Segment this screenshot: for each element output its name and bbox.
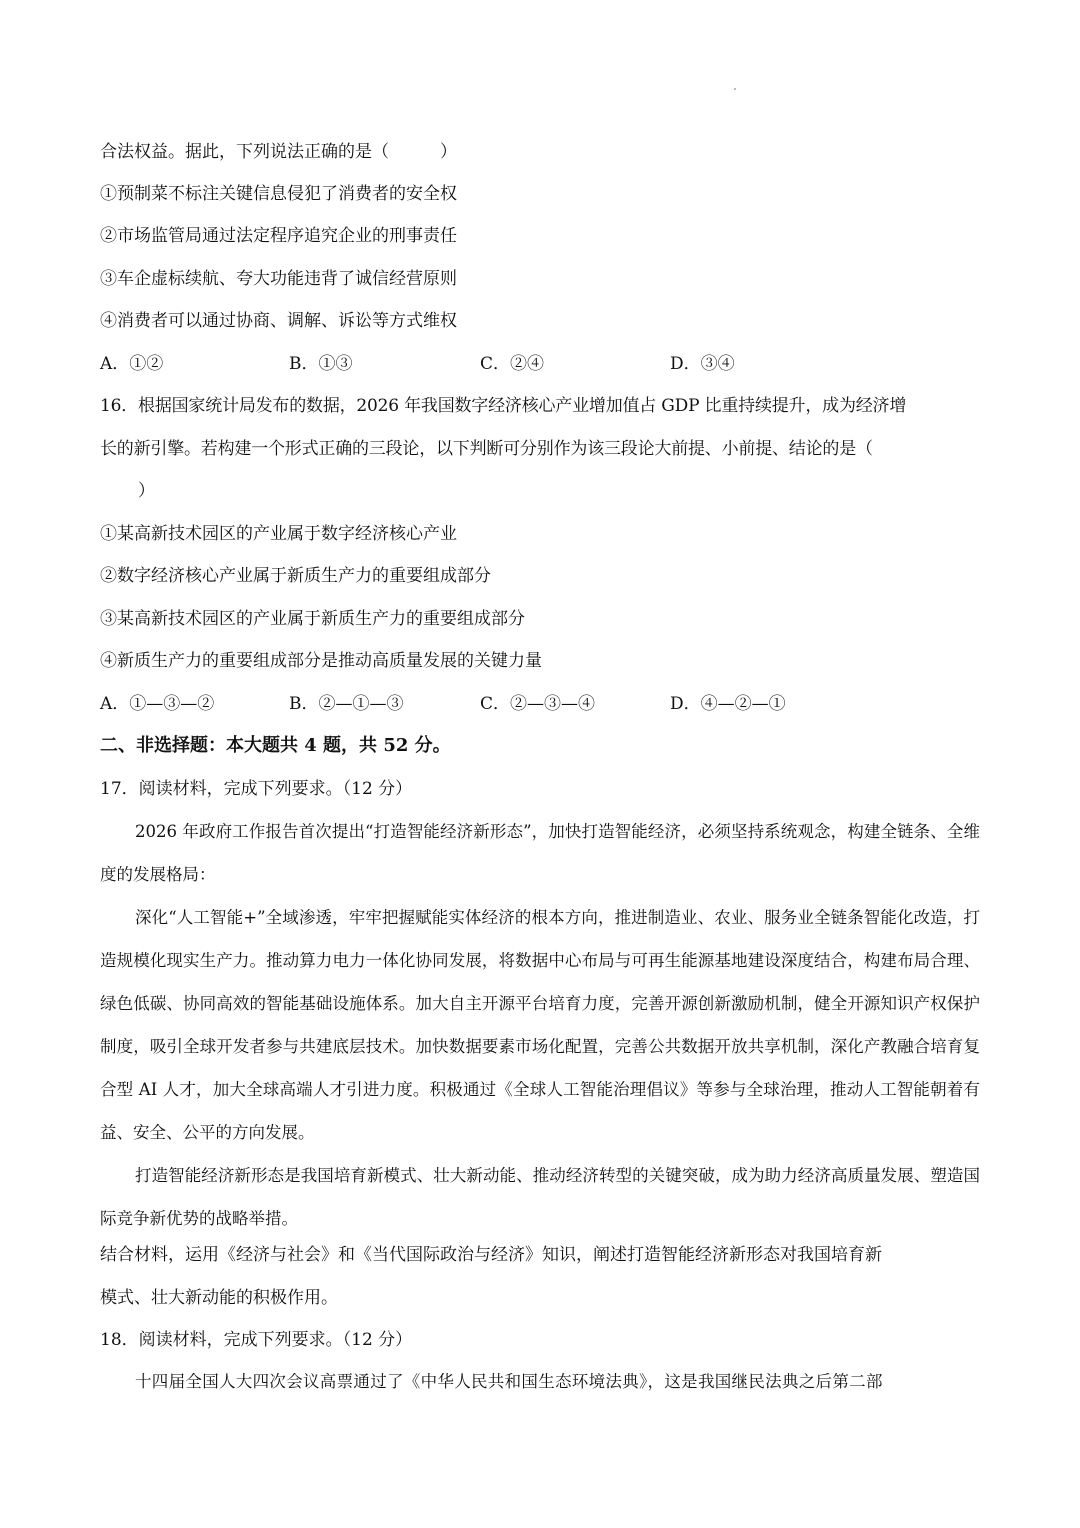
q17-requirement-line-2: 模式、壮大新动能的积极作用。 (100, 1288, 338, 1308)
q17-material-para-1: 2026 年政府工作报告首次提出“打造智能经济新形态”，加快打造智能经济，必须坚持系统观念，构建全链条、全维度的发展格局： (100, 822, 980, 884)
q17-requirement-line-1: 结合材料，运用《经济与社会》和《当代国际政治与经济》知识，阐述打造智能经济新形态对我国培育新 (100, 1245, 882, 1265)
q16-option-b: B．②—①—③ (289, 694, 404, 714)
q16-stem-line-1: 16．根据国家统计局发布的数据，2026 年我国数字经济核心产业增加值占 GDP 比重持续提升，成为经济增 (100, 396, 907, 416)
q16-item-1: ①某高新技术园区的产业属于数字经济核心产业 (100, 524, 457, 544)
q17-material-para-2: 深化“人工智能+”全域渗透，牢牢把握赋能实体经济的根本方向，推进制造业、农业、服务业全链条智能化改造，打造规模化现实生产力。推动算力电力一体化协同发展，将数据中心布局与可再生能源基地建设深度结合，构建布局合理、绿色低碳、协同高效的智能基础设施体系。加大自主开源平台培育力度，完善开源创新激励机制，健全开源知识产权保护制度，吸引全球开发者参与共建底层技术。加快数据要素市场化配置，完善公共数据开放共享机制，深化产教融合培育复合型 AI 人才，加大全球高端人才引进力度。积极通过《全球人工智能治理倡议》等参与全球治理，推动人工智能朝着有益、安全、公平的方向发展。 (100, 908, 980, 1142)
q15-stem-tail: 合法权益。据此，下列说法正确的是（ ） (100, 142, 457, 162)
q15-item-2: ②市场监管局通过法定程序追究企业的刑事责任 (100, 226, 457, 246)
q16-item-3: ③某高新技术园区的产业属于新质生产力的重要组成部分 (100, 609, 525, 629)
q16-stem-line-3: ） (138, 481, 155, 501)
q16-stem-line-2: 长的新引擎。若构建一个形式正确的三段论，以下判断可分别作为该三段论大前提、小前提、结论的是（ (100, 439, 873, 459)
q15-option-a: A．①② (100, 354, 164, 374)
q15-item-3: ③车企虚标续航、夸大功能违背了诚信经营原则 (100, 269, 457, 289)
q16-option-c: C．②—③—④ (480, 694, 596, 714)
q17-material (100, 810, 980, 1240)
q15-option-b: B．①③ (289, 354, 353, 374)
q16-item-4: ④新质生产力的重要组成部分是推动高质量发展的关键力量 (100, 651, 542, 671)
q17-title: 17．阅读材料，完成下列要求。（12 分） (100, 779, 413, 799)
q16-option-d: D．④—②—① (670, 694, 786, 714)
q18-title: 18．阅读材料，完成下列要求。（12 分） (100, 1330, 413, 1350)
q15-item-1: ①预制菜不标注关键信息侵犯了消费者的安全权 (100, 184, 457, 204)
q16-option-a: A．①—③—② (100, 694, 215, 714)
q15-option-c: C．②④ (480, 354, 545, 374)
q15-option-d: D．③④ (670, 354, 735, 374)
q17-material-para-3: 打造智能经济新形态是我国培育新模式、壮大新动能、推动经济转型的关键突破，成为助力经济高质量发展、塑造国际竞争新优势的战略举措。 (100, 1166, 980, 1228)
q18-material-para-1: 十四届全国人大四次会议高票通过了《中华人民共和国生态环境法典》，这是我国继民法典之后第二部 (135, 1372, 883, 1391)
section-heading: 二、非选择题：本大题共 4 题，共 52 分。 (100, 735, 451, 756)
scan-dot (734, 88, 736, 90)
q15-item-4: ④消费者可以通过协商、调解、诉讼等方式维权 (100, 311, 457, 331)
q16-item-2: ②数字经济核心产业属于新质生产力的重要组成部分 (100, 566, 491, 586)
